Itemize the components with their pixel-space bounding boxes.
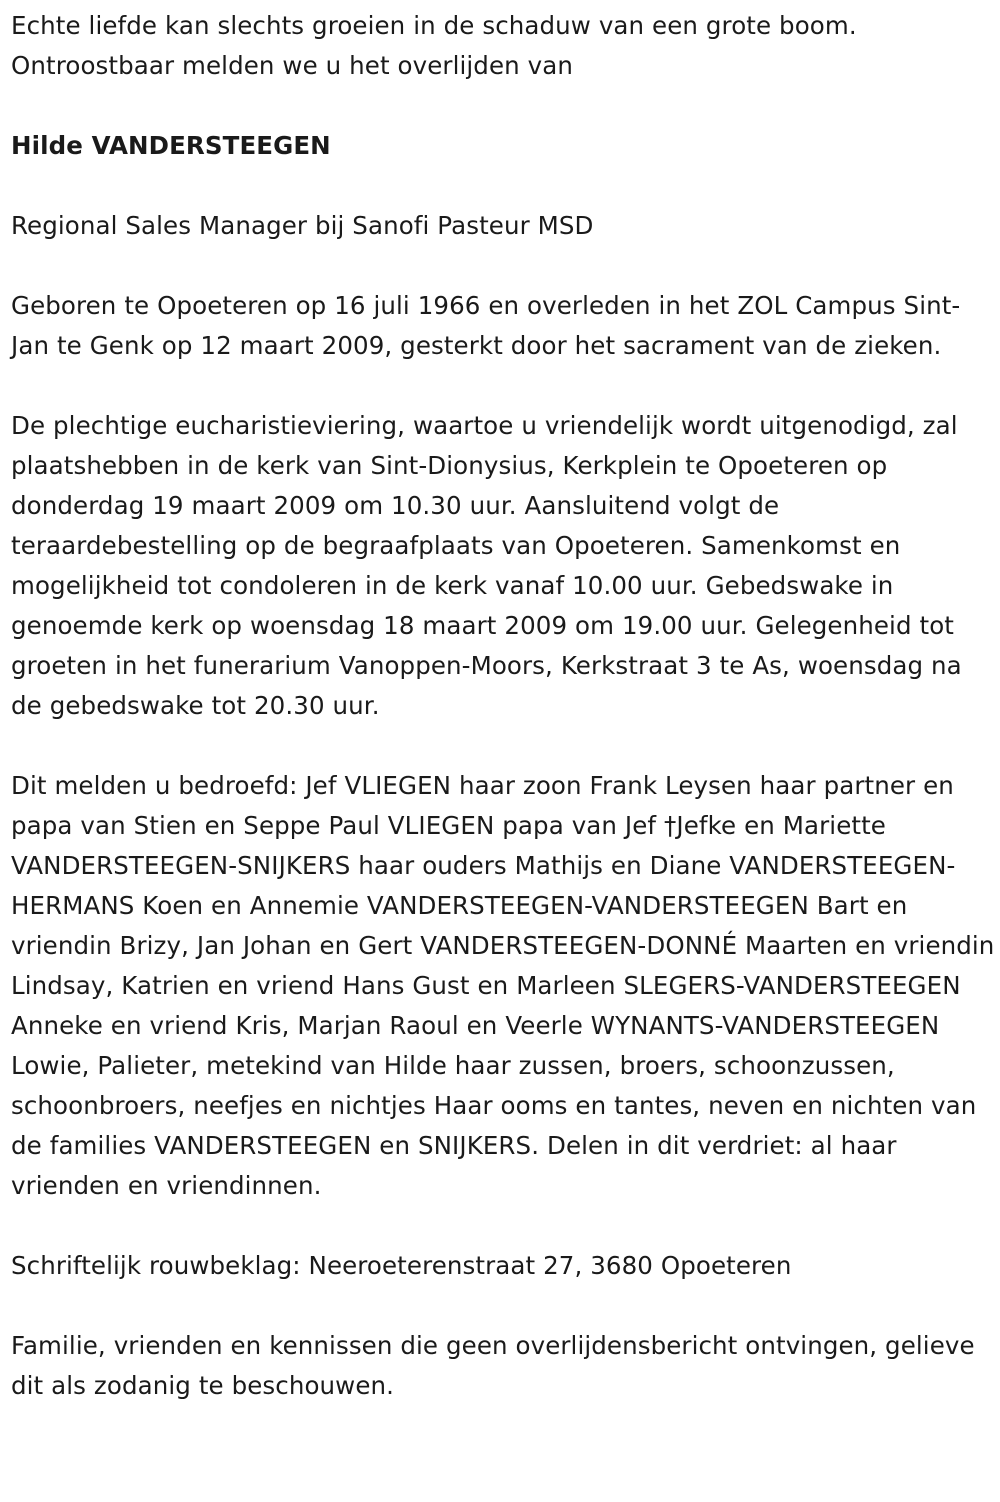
closing-paragraph: Familie, vrienden en kennissen die geen overlijdensbericht ontvingen, gelieve dit als zodanig te beschouwen.: [11, 1331, 975, 1400]
birth-death-paragraph: Geboren te Opoeteren op 16 juli 1966 en overleden in het ZOL Campus Sint-Jan te Genk op 12 maart 2009, gesterkt door het sacrament van de zieken.: [11, 291, 961, 360]
intro-line-1: Echte liefde kan slechts groeien in de schaduw van een grote boom.: [11, 11, 857, 40]
intro-paragraph: [11, 6, 995, 86]
deceased-function: Regional Sales Manager bij Sanofi Pasteur MSD: [11, 211, 594, 240]
intro-line-2: Ontroostbaar melden we u het overlijden van: [11, 51, 573, 80]
condolence-address: Schriftelijk rouwbeklag: Neeroeterenstraat 27, 3680 Opoeteren: [11, 1251, 792, 1280]
ceremony-paragraph: De plechtige eucharistieviering, waartoe u vriendelijk wordt uitgenodigd, zal plaatshebben in de kerk van Sint-Dionysius, Kerkplein te Opoeteren op donderdag 19 maart 2009 om 10.30 uur. Aansluitend volgt de teraardebestelling op de begraafplaats van Opoeteren. Samenkomst en mogelijkheid tot condoleren in de kerk vanaf 10.00 uur. Gebedswake in genoemde kerk op woensdag 18 maart 2009 om 19.00 uur. Gelegenheid tot groeten in het funerarium Vanoppen-Moors, Kerkstraat 3 te As, woensdag na de gebedswake tot 20.30 uur.: [11, 411, 962, 720]
obituary-notice: [11, 6, 995, 1406]
deceased-name: Hilde VANDERSTEEGEN: [11, 131, 331, 160]
family-paragraph: Dit melden u bedroefd: Jef VLIEGEN haar zoon Frank Leysen haar partner en papa van Stien en Seppe Paul VLIEGEN papa van Jef †Jefke en Mariette VANDERSTEEGEN-SNIJKERS haar ouders Mathijs en Diane VANDERSTEEGEN-HERMANS Koen en Annemie VANDERSTEEGEN-VANDERSTEEGEN Bart en vriendin Brizy, Jan Johan en Gert VANDERSTEEGEN-DONNÉ Maarten en vriendin Lindsay, Katrien en vriend Hans Gust en Marleen SLEGERS-VANDERSTEEGEN Anneke en vriend Kris, Marjan Raoul en Veerle WYNANTS-VANDERSTEEGEN Lowie, Palieter, metekind van Hilde haar zussen, broers, schoonzussen, schoonbroers, neefjes en nichtjes Haar ooms en tantes, neven en nichten van de families VANDERSTEEGEN en SNIJKERS. Delen in dit verdriet: al haar vrienden en vriendinnen.: [11, 771, 995, 1200]
